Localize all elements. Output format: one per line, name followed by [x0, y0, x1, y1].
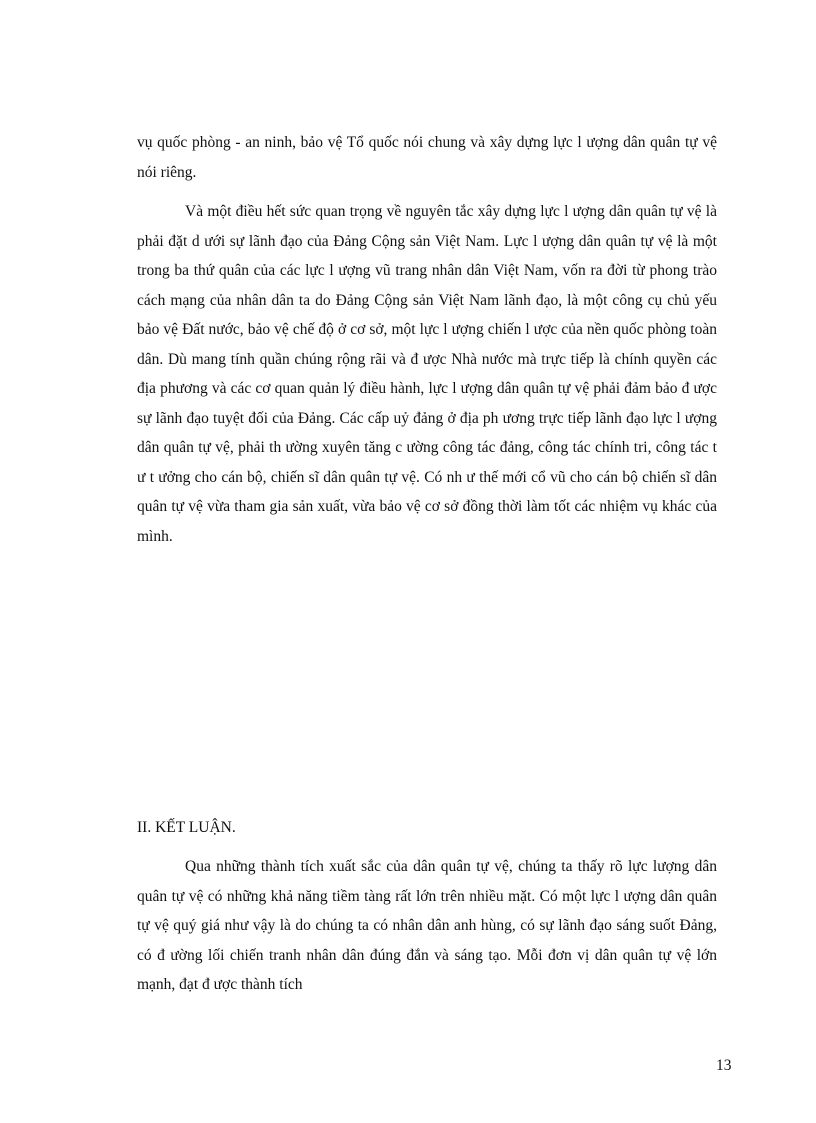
paragraph-leadership-principle: Và một điều hết sức quan trọng về nguyên tắc xây dựng lực l ượng dân quân tự vệ là phải đặt d ưới sự lãnh đạo của Đảng Cộng sản Việt Nam. Lực l ượng dân quân tự vệ là một trong ba thứ quân của các lực l ượng vũ trang nhân dân Việt Nam, vốn ra đời từ phong trào cách mạng của nhân dân ta do Đảng Cộng sản Việt Nam lãnh đạo, là một công cụ chủ yếu bảo vệ Đất nước, bảo vệ chế độ ở cơ sở, một lực l ượng chiến l ược của nền quốc phòng toàn dân. Dù mang tính quần chúng rộng rãi và đ ược Nhà nước mà trực tiếp là chính quyền các địa phương và các cơ quan quản lý điều hành, lực l ượng dân quân tự vệ phải đảm bảo đ ược sự lãnh đạo tuyệt đối của Đảng. Các cấp uỷ đảng ở địa ph ương trực tiếp lãnh đạo lực l ượng dân quân tự vệ, phải th ường xuyên tăng c ường công tác đảng, công tác chính tri, công tác t ư t ưởng cho cán bộ, chiến sĩ dân quân tự vệ. Có nh ư thế mới cổ vũ cho cán bộ chiến sĩ dân quân tự vệ vừa tham gia sản xuất, vừa bảo vệ cơ sở đồng thời làm tốt các nhiệm vụ khác của mình. — [137, 203, 717, 545]
paragraph-conclusion: Qua những thành tích xuất sắc của dân quân tự vệ, chúng ta thấy rõ lực lượng dân quân tự vệ có những khả năng tiềm tàng rất lớn trên nhiều mặt. Có một lực l ượng dân quân tự vệ quý giá như vậy là do chúng ta có nhân dân anh hùng, có sự lãnh đạo sáng suốt Đảng, có đ ường lối chiến tranh nhân dân đúng đắn và sáng tạo. Mỗi đơn vị dân quân tự vệ lớn mạnh, đạt đ ược thành tích — [137, 858, 717, 993]
section-heading: II. KẾT LUẬN. — [137, 819, 236, 836]
page-number: 13 — [716, 1057, 732, 1074]
paragraph-continuation: vụ quốc phòng - an ninh, bảo vệ Tổ quốc nói chung và xây dựng lực l ượng dân quân tự vệ nói riêng. — [137, 134, 717, 181]
